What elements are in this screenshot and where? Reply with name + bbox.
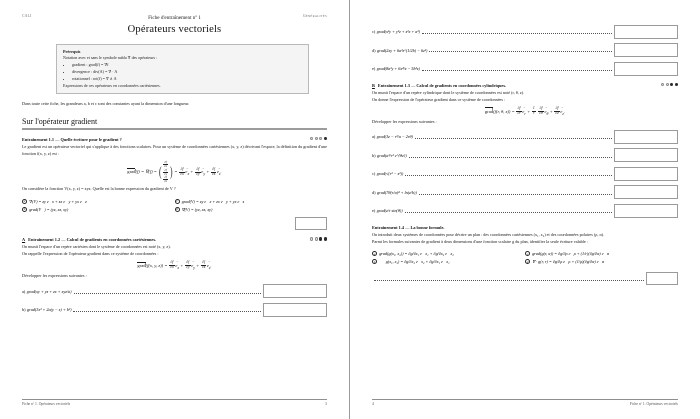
exercise-1-3-formula: grad(f(r, θ, z)) = $\frac{\partial f}{\partial r}$ → $e_r$ + $\frac{1}{r}$ $\frac{\partial f}{\partial\theta}$ → $e_\theta$ + $\frac{\partial f}{\partial z}$ → $e_z$. [372,107,678,116]
exercise-1-4-dash: — [405,224,410,230]
leader-dots [409,153,612,158]
choice-bubble-c[interactable]: c [176,199,178,204]
choice-bubble-a[interactable]: a [23,199,26,204]
exercise-1-3-header [372,83,678,88]
choice-bubble-d[interactable]: d [526,259,529,264]
list-item: • rotationnel : rot(f) = ∇ ∧ A [72,76,302,82]
choice-b-text: grad(V⃗) = (yz, xz, xy) [29,206,69,212]
choice-b[interactable] [372,259,525,264]
leader-dots [73,308,261,313]
difficulty-dot-filled [670,83,673,86]
item-expr-e: grad(8a²y + 6x⁴/z − 5b²z) [376,66,420,71]
choice-bubble-a[interactable]: a [373,251,376,256]
fill-row-1-3-a [372,130,678,144]
exercise-1-2-marker: A [22,236,26,242]
running-head-right: Généralités [302,14,327,18]
difficulty-rating-1-2 [310,237,327,240]
difficulty-dot [310,137,313,140]
fill-row-1-4-answer [372,272,678,285]
item-expr-c: grad(√(r² − z²)) [376,171,404,177]
choice-bubble-d[interactable]: d [176,207,178,212]
fill-row-1-2-b [22,303,327,317]
prerequisites-intro: Notation avec et sans le symbole nabla ∇ des opérateurs : [63,54,158,60]
exercise-1-2-dash: — [61,236,66,242]
fill-row-1-3-b [372,148,678,162]
footer-text-right: Fiche nº 1. Opérateurs vectoriels [629,402,678,406]
exercise-1-4-title: La bonne formule. [410,224,445,230]
answer-box-1-2-c[interactable] [614,25,678,39]
exercise-1-3-prompt [372,119,678,126]
item-expr-d: grad(7θ(r/a)⁴ + ln(z/b)) [377,189,417,195]
item-key-d: d) [372,47,376,53]
answer-box-1-4[interactable] [646,272,678,285]
answer-box-1-2-d[interactable] [614,43,678,57]
exercise-1-3-text-1: On munit l'espace d'un repère cylindrique dont le système de coordonnées est noté (r, θ, z). [372,90,525,95]
exercise-1-3-title: Calcul de gradients en coordonnées cylindriques. [416,82,507,88]
exercise-1-4-header [372,225,678,230]
list-item: • gradient : grad(f) = ∇f [72,62,302,68]
exercise-1-2-text-1: On munit l'espace d'un repère cartésien dont le système de coordonnées est noté (x, y, z). [22,244,171,250]
choice-d[interactable] [525,259,678,264]
page-title: Opérateurs vectoriels [127,24,222,35]
fill-row-1-3-e [372,204,678,218]
prerequisites-list [63,62,302,82]
mcq-column-left [372,248,525,267]
item-key-c: c) [372,29,376,34]
item-expr-c: grad(x²y + y²z + z²x + a²) [376,29,421,34]
choice-d-text: ∇ · g(r, r) = ∂g/∂ρ e⃗ρ + (1/ρ)(∂g/∂α) e⃗α [532,259,605,265]
fill-row-1-2-e [372,62,678,76]
intro-paragraph: Dans toute cette fiche, les grandeurs a, b et c sont des constantes ayant la dimension d'une longueur. [22,100,190,106]
difficulty-dot [315,137,318,140]
item-key-b: b) [22,307,26,313]
mcq-column-right [525,248,678,267]
answer-box-1-2-a[interactable] [263,284,327,298]
exercise-1-1-dash: — [55,136,60,142]
leader-dots [74,289,261,294]
choice-c-text: grad(V) = zy e⃗x + zx e⃗y + yx e⃗z [181,198,245,204]
exercise-1-4-choices [372,248,678,267]
item-key-e: e) [372,66,376,71]
exercise-1-1-choices [22,196,327,215]
exercise-1-1-title: Quelle écriture pour le gradient ? [60,136,122,142]
leader-dots [405,209,612,214]
item-key-d: d) [372,189,376,195]
difficulty-dot-filled [324,237,327,240]
answer-box-1-3-b[interactable] [614,148,678,162]
exercise-1-1-body-2 [22,186,327,193]
leader-dots [422,29,612,34]
exercise-1-1-text-2: On considère la fonction V(x, y, z) = xyz. Quelle est la bonne expression du gradient de V ? [22,186,176,192]
choice-d[interactable] [175,207,328,212]
choice-bubble-b[interactable]: b [23,207,26,212]
difficulty-dot [661,83,664,86]
difficulty-rating-1-1 [310,137,327,140]
exercise-1-2-text-2: On rappelle l'expression de l'opérateur gradient dans ce système de coordonnées : [22,250,159,256]
difficulty-dot [319,137,322,140]
item-expr-b: grad(3x³ + 2a(y − z) + b³) [27,307,72,313]
footer-text-left: Fiche nº 1. Opérateurs vectoriels [22,402,71,406]
difficulty-rating-1-3 [661,83,678,86]
choice-a[interactable] [22,199,175,204]
exercise-1-2-number: Entraînement 1.2 [28,236,61,242]
item-expr-a: grad(xy + yz + zx + xyz/a) [26,288,72,294]
choice-b-text: ∇⃗g(x₁, x₂) = ∂g/∂x₂ e⃗x₂ + ∂g/∂x₁ e⃗x₁ [379,259,450,265]
fill-row-1-3-d [372,185,678,199]
prerequisites-heading: Prérequis [63,48,81,54]
exercise-1-4-text-1: On introduit deux systèmes de coordonnées pour décrire un plan : des coordonnées cartésiennes (x₁, x₂) et des coordonnées polaires (ρ, α). [372,232,605,238]
exercise-1-3-text-2: On donne l'expression de l'opérateur gradient dans ce système de coordonnées : [372,96,506,102]
choice-a-text: grad(g(x₁, x₂)) = ∂g/∂x₁ e⃗x₁ + ∂g/∂x₂ e⃗x₂ [379,251,454,257]
choice-bubble-c[interactable]: c [526,251,529,256]
item-expr-d: grad(2xy + 6a²z^(1/2b) − 6z²) [377,47,428,53]
choice-a[interactable] [372,251,525,256]
exercise-1-2-title: Calcul de gradients en coordonnées cartésiennes. [66,236,157,242]
answer-box-1-3-d[interactable] [614,185,678,199]
answer-box-1-3-c[interactable] [614,167,678,181]
footer-left-page [22,399,327,406]
item-key-e: e) [372,208,376,214]
exercise-1-1-text-1: Le gradient est un opérateur vectoriel qui s'applique à des fonctions scalaires. Pour un système de coordonnées cartésiennes (x, y, z) décrivant l'espace, la définition du gradient d'une fonction f(x, y, z) est : [22,144,327,156]
exercise-1-4-text-2: Parmi les formules suivantes de gradient à deux dimensions d'une fonction scalaire g du plan, identifier la seule écriture valable : [372,238,588,244]
running-head-left: CALI [22,14,32,18]
exercise-1-2-continued [372,25,678,76]
page-number-left: 3 [325,402,327,406]
choice-c[interactable] [175,199,328,204]
fill-row-1-3-c [372,167,678,181]
exercise-1-2-header [22,237,327,242]
gradient-column-vector: ( $\frac{\partial f}{\partial x}$ $\frac{\partial f}{\partial y}$ $\frac{\partial f}{\partial z}$ ) [159,160,173,184]
fill-row-1-2-d [372,43,678,57]
difficulty-dot [666,83,669,86]
exercise-1-2 [22,237,327,317]
exercise-1-1-number: Entraînement 1.1 [22,136,54,142]
list-item: • divergence : div(A) = ∇ · A [72,69,302,75]
exercise-1-2-body [22,244,327,257]
exercise-1-3-number: Entraînement 1.3 [377,82,410,88]
item-expr-b: grad(a³/r² e^{θz}) [377,152,407,158]
fill-row-1-2-a [22,284,327,298]
leader-dots [415,135,612,140]
section-heading-gradient: Sur l'opérateur gradient [22,117,98,127]
leader-dots [419,190,612,195]
answer-box-1-3-a[interactable] [614,130,678,144]
exercise-1-4-body [372,232,678,245]
leader-dots [422,66,612,71]
item-key-c: c) [372,171,376,177]
exercise-1-3-marker: B [372,82,375,88]
exercise-1-1 [22,137,327,230]
exercise-1-2-formula: grad(f(x, y, z)) = $\frac{\partial f}{\partial x}$ → $e_x$ + $\frac{\partial f}{\partial y}$ → $e_y$ + $\frac{\partial f}{\partial z}$ → $e_z$. [22,261,327,270]
item-key-b: b) [372,152,376,158]
answer-box-1-2-b[interactable] [263,303,327,317]
exercise-1-2-prompt [22,273,327,280]
leader-dots [405,172,612,177]
exercise-1-3-prompt-text: Développer les expressions suivantes : [372,118,437,124]
exercise-1-4-number: Entraînement 1.4 [372,224,404,230]
answer-box-1-1[interactable] [295,217,327,230]
difficulty-dot-filled [319,237,322,240]
difficulty-dot [315,237,318,240]
difficulty-dot [310,237,313,240]
section-divider [22,128,327,130]
exercise-1-3 [372,83,678,218]
running-head-right-page [372,14,678,20]
exercise-1-1-header [22,137,327,142]
item-key-a: a) [372,134,376,140]
choice-c[interactable] [525,251,678,256]
choice-a-text: ∇(V) = zy e⃗x + zx e⃗y + yx e⃗z [29,198,87,204]
prerequisites-closing: Expressions de ces opérateurs en coordonnées cartésiennes. [63,82,161,88]
prerequisites-box [56,44,309,94]
choice-bubble-b[interactable]: b [373,259,376,264]
exercise-1-1-body [22,144,327,157]
page-right [350,0,700,419]
fill-row-1-2-c [372,25,678,39]
item-expr-e: grad(z/r sin(θ)) [376,208,403,214]
leader-dots [374,276,644,281]
mcq-column-right [175,196,328,215]
exercise-1-3-dash: — [410,82,416,88]
difficulty-dot-filled [324,137,327,140]
choice-d-text: ∇(V) = (yz, xz, xy) [181,206,213,212]
exercise-1-3-body [372,90,678,103]
footer-right-page [372,399,678,406]
answer-box-1-3-e[interactable] [614,204,678,218]
difficulty-dot-filled [675,83,678,86]
choice-b[interactable] [22,207,175,212]
document-subtitle: Fiche d'entraînement nº 1 [148,15,201,21]
page-number-right: 4 [372,402,374,406]
answer-box-1-2-e[interactable] [614,62,678,76]
choice-c-text: grad(g(r, α)) = ∂g/∂ρ e⃗ρ + (1/r)(∂g/∂α) e⃗α [532,251,610,257]
leader-dots [429,48,612,53]
item-key-a: a) [22,288,26,294]
item-expr-a: grad(3z − r²/a − 2rθ) [376,134,413,140]
exercise-1-2-prompt-text: Développer les expressions suivantes : [22,273,87,279]
exercise-1-1-formula: grad(f) = ∇(f) = ( $\frac{\partial f}{\partial x}$ $\frac{\partial f}{\partial y}$ $\frac{\partial f}{\partial z}$ ) = $\frac{\partial f}{\partial x}$ → $e_x$ + $\frac{\partial f}{\partial y}$ → $e_y$ + $\frac{\partial f}{\partial z}$ → $e_z$. [22,161,327,183]
mcq-column-left [22,196,175,215]
exercise-1-4 [372,225,678,285]
